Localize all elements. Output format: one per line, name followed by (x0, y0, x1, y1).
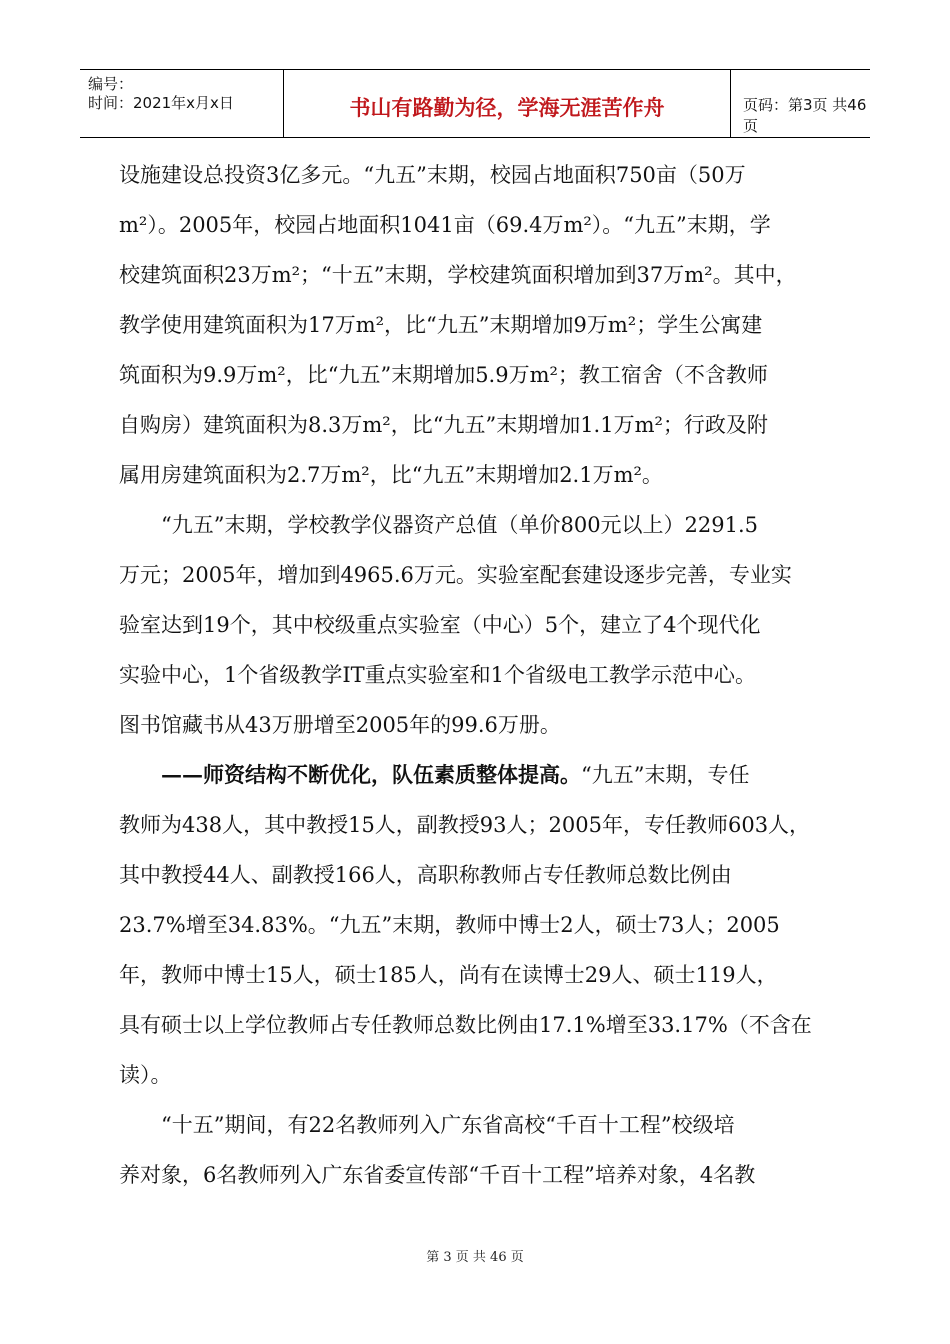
serial-number-label: 编号： (88, 75, 134, 93)
header-meta-cell (80, 70, 284, 137)
document-body (119, 150, 831, 1200)
paragraph-line: 属用房建筑面积为2.7万m²，比“九五”末期增加2.1万m²。 (119, 463, 663, 487)
paragraph-line: 年，教师中博士15人，硕士185人，尚有在读博士29人、硕士119人， (119, 963, 778, 987)
paragraph-line: “十五”期间，有22名教师列入广东省高校“千百十工程”校级培 (161, 1113, 735, 1137)
paragraph-line: 教学使用建筑面积为17万m²，比“九五”末期增加9万m²；学生公寓建 (119, 313, 763, 337)
paragraph-line: 设施建设总投资3亿多元。“九五”末期，校园占地面积750亩（50万 (119, 163, 746, 187)
header-page-cell (731, 70, 870, 137)
line-text: “九五”末期，专任 (581, 763, 750, 787)
paragraph-line: 具有硕士以上学位教师占专任教师总数比例由17.1%增至33.17%（不含在 (119, 1013, 812, 1037)
paragraph-line: 筑面积为9.9万m²，比“九五”末期增加5.9万m²；教工宿舍（不含教师 (119, 363, 768, 387)
paragraph-line: 教师为438人，其中教授15人，副教授93人；2005年，专任教师603人， (119, 813, 811, 837)
paragraph-line (119, 750, 831, 800)
paragraph-line: “九五”末期，学校教学仪器资产总值（单价800元以上）2291.5 (161, 513, 759, 537)
header-motto-cell (284, 70, 731, 137)
paragraph-line: 校建筑面积23万m²；“十五”末期，学校建筑面积增加到37万m²。其中， (119, 263, 797, 287)
paragraph-line: 实验中心，1个省级教学IT重点实验室和1个省级电工教学示范中心。 (119, 663, 757, 687)
paragraph-line: 万元；2005年，增加到4965.6万元。实验室配套建设逐步完善，专业实 (119, 563, 792, 587)
motto-text: 书山有路勤为径，学海无涯苦作舟 (349, 95, 665, 120)
paragraph-line: 自购房）建筑面积为8.3万m²，比“九五”末期增加1.1万m²；行政及附 (119, 413, 768, 437)
paragraph-line: m²）。2005年，校园占地面积1041亩（69.4万m²）。“九五”末期，学 (119, 213, 771, 237)
date-label: 时间：2021年x月x日 (88, 94, 234, 112)
paragraph-line: 验室达到19个，其中校级重点实验室（中心）5个，建立了4个现代化 (119, 613, 761, 637)
page-number-label: 页码：第3页 共46页 (743, 96, 867, 135)
page-header (80, 69, 870, 138)
paragraph-line: 其中教授44人、副教授166人，高职称教师占专任教师总数比例由 (119, 863, 732, 887)
paragraph-line: 23.7%增至34.83%。“九五”末期，教师中博士2人，硕士73人；2005 (119, 913, 780, 937)
paragraph-line: 读）。 (119, 1063, 172, 1087)
paragraph-line: 养对象，6名教师列入广东省委宣传部“千百十工程”培养对象，4名教 (119, 1163, 756, 1187)
paragraph-line: 图书馆藏书从43万册增至2005年的99.6万册。 (119, 713, 561, 737)
bold-lead: ——师资结构不断优化，队伍素质整体提高。 (161, 762, 581, 787)
page-footer: 第 3 页 共 46 页 (426, 1250, 524, 1265)
